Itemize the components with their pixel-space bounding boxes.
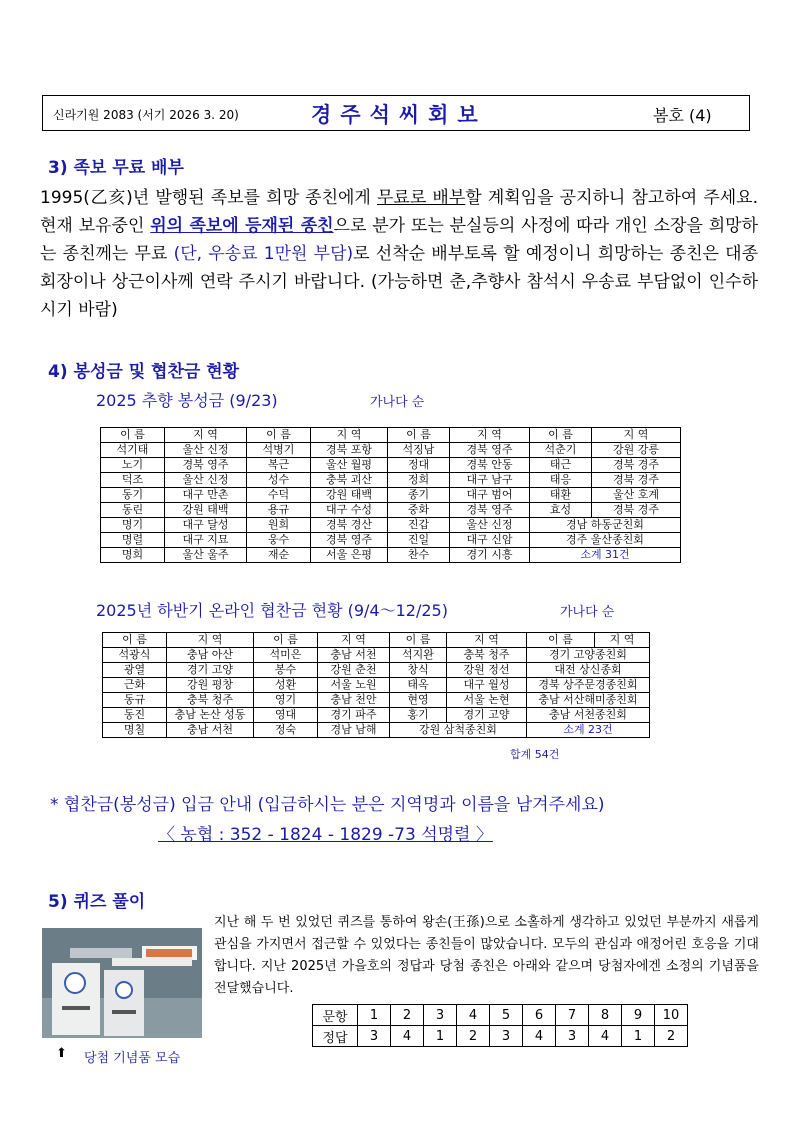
column-header: 지 역 xyxy=(447,633,527,648)
table-cell: 대구 신암 xyxy=(450,533,530,548)
s3-p5: 으로 분가 또는 분실등의 사정에 따라 개인 소장을 희망하는 종친께는 무료 xyxy=(40,216,759,264)
sponsorship-total: 합계 54건 xyxy=(510,748,560,761)
column-header: 이 름 xyxy=(103,633,167,648)
table-row xyxy=(103,708,650,723)
section3-body xyxy=(40,184,758,324)
quiz-cell: 5 xyxy=(490,1005,523,1026)
column-header: 지 역 xyxy=(595,633,650,648)
table-row xyxy=(103,693,650,708)
table-cell: 울산 신정 xyxy=(450,518,530,533)
table-cell: 웅수 xyxy=(247,533,311,548)
table-cell: 충북 청주 xyxy=(167,693,254,708)
table-cell: 강원 태백 xyxy=(165,503,247,518)
table1-note: 가나다 순 xyxy=(370,395,425,410)
table-cell: 서울 노원 xyxy=(318,678,390,693)
table-cell: 근화 xyxy=(103,678,167,693)
quiz-cell: 2 xyxy=(391,1005,424,1026)
table-cell: 동린 xyxy=(101,503,165,518)
quiz-cell: 4 xyxy=(523,1026,556,1047)
s3-p7: 로 선착순 배부토록 할 예정이니 희망하는 종친은 대종회장이나 상근이사께 연락 주시기 바랍니다. (가능하면 춘,추향사 참석시 우송료 부담없이 인수하시기 바람) xyxy=(40,244,758,320)
table-cell: 대전 상신종회 xyxy=(527,663,650,678)
table-row xyxy=(101,518,681,533)
column-header: 이 름 xyxy=(527,633,595,648)
table-cell: 대구 수성 xyxy=(311,503,388,518)
table-row xyxy=(101,533,681,548)
quiz-row-label: 정답 xyxy=(313,1026,358,1047)
quiz-cell: 1 xyxy=(358,1005,391,1026)
table-header-row xyxy=(103,633,650,648)
table-cell: 소계 31건 xyxy=(530,548,681,563)
table-cell: 성수 xyxy=(247,473,311,488)
table-cell: 석광식 xyxy=(103,648,167,663)
table-cell: 명칠 xyxy=(103,723,167,738)
table-cell: 경기 파주 xyxy=(318,708,390,723)
table-row xyxy=(101,458,681,473)
table-cell: 봉수 xyxy=(254,663,318,678)
table2-title: 2025년 하반기 온라인 협찬금 현황 (9/4～12/25) xyxy=(96,601,448,620)
bank-account: 〈 농협 : 352 - 1824 - 1829 -73 석명렬 〉 xyxy=(158,825,493,845)
table-cell: 정희 xyxy=(388,473,450,488)
table1-title: 2025 추향 봉성금 (9/23) xyxy=(96,391,278,410)
table-row xyxy=(101,488,681,503)
table-row xyxy=(101,443,681,458)
table-cell: 충남 서산해미종친회 xyxy=(527,693,650,708)
table-cell: 경주 울산종친회 xyxy=(530,533,681,548)
table-cell: 덕조 xyxy=(101,473,165,488)
table-cell: 태근 xyxy=(530,458,592,473)
s3-p3: 할 계획임을 공지하니 참고하여 주세요. 현재 보유중인 xyxy=(40,188,758,236)
table-cell: 충남 서천 xyxy=(318,648,390,663)
table-cell: 수덕 xyxy=(247,488,311,503)
photo-caption: 당첨 기념품 모습 xyxy=(84,1051,181,1066)
column-header: 지 역 xyxy=(592,428,681,443)
table-cell: 노기 xyxy=(101,458,165,473)
table-cell: 충남 서천종친회 xyxy=(527,708,650,723)
table-cell: 서울 논현 xyxy=(447,693,527,708)
table-cell: 충남 서천 xyxy=(167,723,254,738)
table-cell: 충북 청주 xyxy=(447,648,527,663)
table-row xyxy=(103,648,650,663)
table-cell: 경기 고양 xyxy=(447,708,527,723)
table-cell: 울산 신정 xyxy=(165,473,247,488)
table-cell: 동진 xyxy=(103,708,167,723)
quiz-cell: 9 xyxy=(622,1005,655,1026)
table-header-row xyxy=(101,428,681,443)
table-cell: 경북 경산 xyxy=(311,518,388,533)
table-row xyxy=(103,663,650,678)
table-cell: 동기 xyxy=(101,488,165,503)
table-cell: 명기 xyxy=(101,518,165,533)
table-cell: 성환 xyxy=(254,678,318,693)
column-header: 지 역 xyxy=(318,633,390,648)
table-cell: 경북 경주 xyxy=(592,473,681,488)
column-header: 이 름 xyxy=(388,428,450,443)
header-date: 신라기원 2083 (서기 2026 3. 20) xyxy=(53,108,239,122)
quiz-cell: 4 xyxy=(457,1005,490,1026)
quiz-cell: 3 xyxy=(358,1026,391,1047)
up-arrow-icon: ⬆ xyxy=(56,1046,67,1061)
quiz-answer-table xyxy=(312,1004,688,1047)
table-cell: 경북 포항 xyxy=(311,443,388,458)
quiz-cell: 3 xyxy=(490,1026,523,1047)
table-cell: 석미은 xyxy=(254,648,318,663)
table-cell: 충남 천안 xyxy=(318,693,390,708)
table-cell: 정숙 xyxy=(254,723,318,738)
table-cell: 진갑 xyxy=(388,518,450,533)
column-header: 이 름 xyxy=(390,633,447,648)
table-cell: 영기 xyxy=(254,693,318,708)
table-cell: 경기 고양종친회 xyxy=(527,648,650,663)
table-cell: 강원 평창 xyxy=(167,678,254,693)
table-row xyxy=(101,503,681,518)
table-row xyxy=(103,723,650,738)
table-cell: 충북 괴산 xyxy=(311,473,388,488)
s3-p1: 1995(乙亥)년 발행된 족보를 희망 종친에게 xyxy=(40,188,377,208)
table-cell: 홍기 xyxy=(390,708,447,723)
table-cell: 태응 xyxy=(530,473,592,488)
table-cell: 강원 삼척종친회 xyxy=(390,723,527,738)
column-header: 이 름 xyxy=(254,633,318,648)
table-cell: 경북 영주 xyxy=(450,503,530,518)
table-cell: 명희 xyxy=(101,548,165,563)
quiz-cell: 8 xyxy=(589,1005,622,1026)
table-cell: 석병기 xyxy=(247,443,311,458)
quiz-cell: 1 xyxy=(622,1026,655,1047)
table-cell: 경기 시흥 xyxy=(450,548,530,563)
table-cell: 창식 xyxy=(390,663,447,678)
table-cell: 울산 신정 xyxy=(165,443,247,458)
table2-note: 가나다 순 xyxy=(560,605,615,620)
quiz-cell: 4 xyxy=(391,1026,424,1047)
table-cell: 정대 xyxy=(388,458,450,473)
table-cell: 경북 영주 xyxy=(311,533,388,548)
section5-heading: 5) 퀴즈 풀이 xyxy=(48,892,146,912)
header-issue: 봄호 (4) xyxy=(653,106,712,125)
table-cell: 복근 xyxy=(247,458,311,473)
table-cell: 울산 울주 xyxy=(165,548,247,563)
table-cell: 강원 태백 xyxy=(311,488,388,503)
table-cell: 동규 xyxy=(103,693,167,708)
table-cell: 경북 안동 xyxy=(450,458,530,473)
column-header: 지 역 xyxy=(450,428,530,443)
s3-p4: 위의 족보에 등재된 종친 xyxy=(150,216,334,236)
table-cell: 울산 월평 xyxy=(311,458,388,473)
table-cell: 영대 xyxy=(254,708,318,723)
table-cell: 대구 지묘 xyxy=(165,533,247,548)
table-cell: 경북 상주문경종친회 xyxy=(527,678,650,693)
table-row xyxy=(101,473,681,488)
table-cell: 용규 xyxy=(247,503,311,518)
quiz-cell: 7 xyxy=(556,1005,589,1026)
table-cell: 경남 남해 xyxy=(318,723,390,738)
table-cell: 서울 은평 xyxy=(311,548,388,563)
newsletter-header xyxy=(42,95,750,131)
souvenir-photo xyxy=(42,928,202,1038)
section3-heading: 3) 족보 무료 배부 xyxy=(48,158,184,178)
table-row xyxy=(103,678,650,693)
table-cell: 명렬 xyxy=(101,533,165,548)
table-cell: 찬수 xyxy=(388,548,450,563)
quiz-cell: 2 xyxy=(457,1026,490,1047)
column-header: 이 름 xyxy=(530,428,592,443)
header-title: 경주석씨회보 xyxy=(311,102,487,127)
table-cell: 대구 만촌 xyxy=(165,488,247,503)
table-cell: 석지완 xyxy=(390,648,447,663)
column-header: 이 름 xyxy=(247,428,311,443)
column-header: 지 역 xyxy=(311,428,388,443)
quiz-row-label: 문항 xyxy=(313,1005,358,1026)
quiz-cell: 2 xyxy=(655,1026,688,1047)
deposit-notice: * 협찬금(봉성금) 입금 안내 (입금하시는 분은 지역명과 이름을 남겨주세요) xyxy=(50,795,605,815)
table-cell: 경북 경주 xyxy=(592,458,681,473)
table-cell: 대구 달성 xyxy=(165,518,247,533)
table-cell: 강원 강릉 xyxy=(592,443,681,458)
quiz-cell: 4 xyxy=(589,1026,622,1047)
table-cell: 경남 하동군친회 xyxy=(530,518,681,533)
quiz-cell: 1 xyxy=(424,1026,457,1047)
quiz-cell: 6 xyxy=(523,1005,556,1026)
table-row xyxy=(101,548,681,563)
table-cell: 대구 월성 xyxy=(447,678,527,693)
quiz-cell: 3 xyxy=(556,1026,589,1047)
table-cell: 경북 영주 xyxy=(450,443,530,458)
quiz-text: 지난 해 두 번 있었던 퀴즈를 통하여 왕손(王孫)으로 소홀하게 생각하고 있었던 부분까지 새롭게 관심을 가지면서 접근할 수 있었다는 종친들이 많았습니다. 모두의 관심과 애정어린 호응을 기대합니다. 지난 2025년 가을호의 정답과 당첨 종친은 아래와 같으며 당첨자에겐 소정의 기념품을 전달했습니다. xyxy=(214,915,759,996)
table-cell: 경북 경주 xyxy=(592,503,681,518)
table-cell: 소계 23건 xyxy=(527,723,650,738)
table-cell: 대구 범어 xyxy=(450,488,530,503)
quiz-number-row xyxy=(313,1005,688,1026)
table-cell: 석징남 xyxy=(388,443,450,458)
table-cell: 울산 호계 xyxy=(592,488,681,503)
s3-p2: 무료로 배부 xyxy=(376,188,466,208)
table-cell: 경기 고양 xyxy=(167,663,254,678)
table-cell: 진일 xyxy=(388,533,450,548)
table-cell: 중화 xyxy=(388,503,450,518)
table-cell: 충남 아산 xyxy=(167,648,254,663)
quiz-answer-row xyxy=(313,1026,688,1047)
table-cell: 재순 xyxy=(247,548,311,563)
table-cell: 석춘기 xyxy=(530,443,592,458)
sponsorship-table xyxy=(102,632,650,738)
column-header: 이 름 xyxy=(101,428,165,443)
table-cell: 경북 영주 xyxy=(165,458,247,473)
table-cell: 대구 남구 xyxy=(450,473,530,488)
table-cell: 광열 xyxy=(103,663,167,678)
table-cell: 강원 정선 xyxy=(447,663,527,678)
column-header: 지 역 xyxy=(167,633,254,648)
table-cell: 효성 xyxy=(530,503,592,518)
quiz-cell: 10 xyxy=(655,1005,688,1026)
table-cell: 종기 xyxy=(388,488,450,503)
table-cell: 석기태 xyxy=(101,443,165,458)
donation-table xyxy=(100,427,681,563)
table-cell: 태옥 xyxy=(390,678,447,693)
s3-p6: (단, 우송료 1만원 부담) xyxy=(173,244,354,264)
quiz-cell: 3 xyxy=(424,1005,457,1026)
table-cell: 현영 xyxy=(390,693,447,708)
table-cell: 강원 춘천 xyxy=(318,663,390,678)
column-header: 지 역 xyxy=(165,428,247,443)
section4-heading: 4) 봉성금 및 협찬금 현황 xyxy=(48,362,240,382)
table-cell: 태환 xyxy=(530,488,592,503)
table-cell: 충남 논산 성동 xyxy=(167,708,254,723)
table-cell: 원희 xyxy=(247,518,311,533)
